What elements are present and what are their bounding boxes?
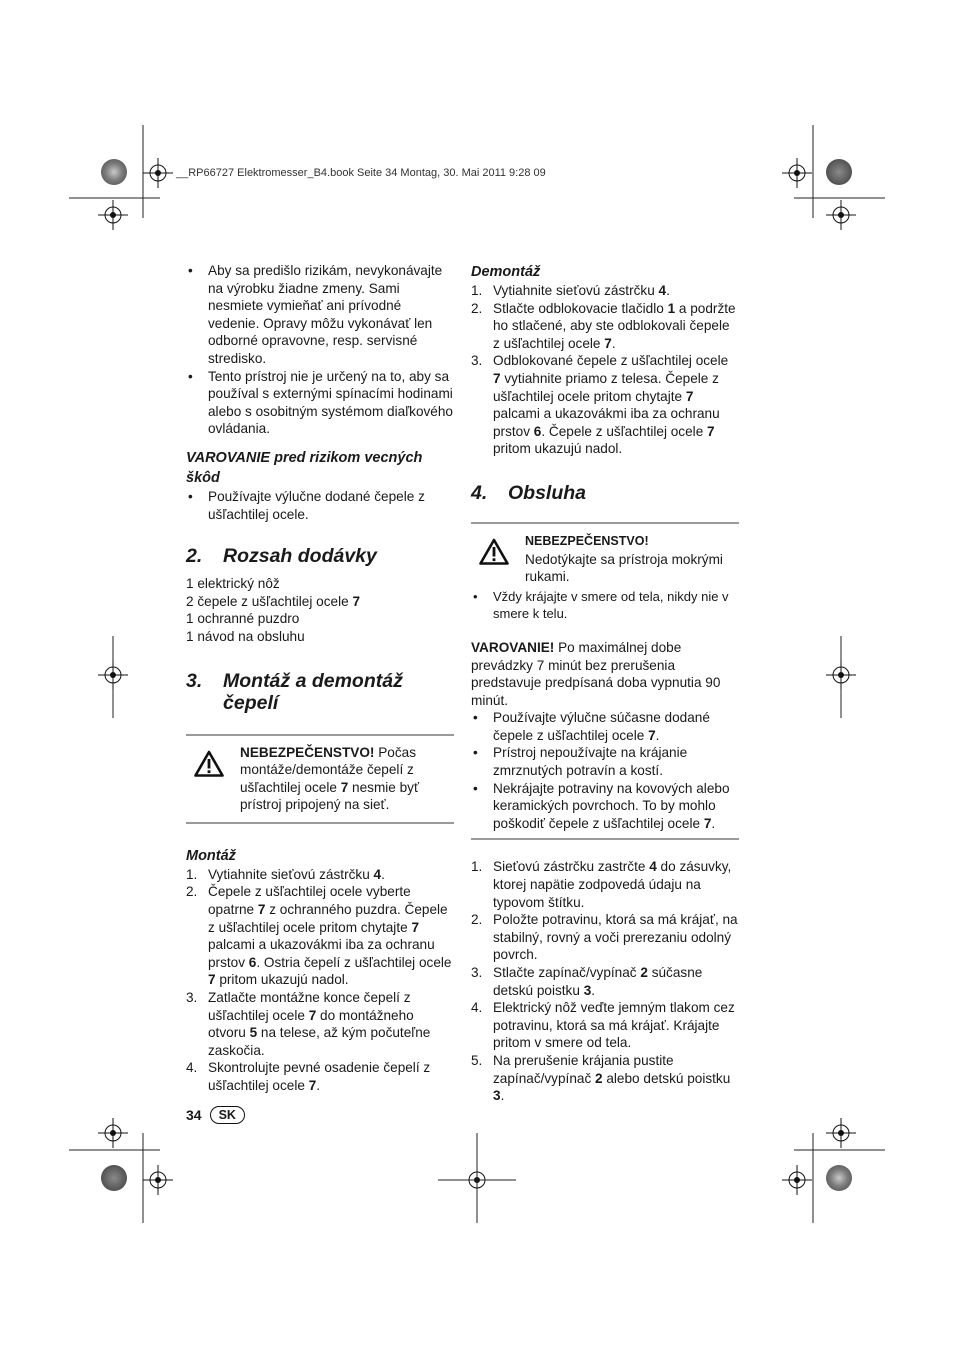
- section-title: Rozsah dodávky: [223, 545, 377, 568]
- list-item: 2. Čepele z ušľachtilej ocele vyberte opatrne 7 z ochranného puzdra. Čepele z ušľachtilej ocele pritom chytajte 7 palcami a ukazovákmi iba za ochranu prstov 6. Ostria čepelí z ušľachtilej ocele 7 pritom ukazujú nadol.: [186, 884, 452, 988]
- warning-text: VAROVANIE! Po maximálnej dobe prevádzky 7 minút bez prerušenia predstavuje predpísaná doba vypnutia 90 minút.: [471, 639, 721, 708]
- color-target-icon: [826, 159, 852, 185]
- list-item: 4. Skontrolujte pevné osadenie čepelí z ušľachtilej ocele 7.: [186, 1060, 431, 1093]
- danger-text: Nedotýkajte sa prístroja mokrými rukami.: [525, 551, 723, 585]
- section-number: 2.: [186, 545, 203, 568]
- list-item: 4. Elektrický nôž veďte jemným tlakom cez potravinu, ktorá sa má krájať. Krájajte pritom v smere od tela.: [471, 1000, 735, 1051]
- delivery-item: 1 elektrický nôž: [186, 576, 280, 592]
- color-target-icon: [101, 1165, 127, 1191]
- color-target-icon: [101, 159, 127, 185]
- list-item: • Používajte výlučne súčasne dodané čepele z ušľachtilej ocele 7.: [471, 709, 739, 744]
- danger-label: NEBEZPEČENSTVO!: [525, 533, 649, 548]
- list-item: • Aby sa predišlo rizikám, nevykonávajte na výrobku žiadne zmeny. Sami nesmiete vymieňať ani prívodné vedenie. Opravy môžu vykonávať len odborné opravovne, resp. servisné stredisko.: [186, 262, 454, 368]
- list-item: 3. Zatlačte montážne konce čepelí z ušľachtilej ocele 7 do montážneho otvoru 5 na telese, až kým počuteľne zaskočia.: [186, 990, 431, 1058]
- warning-heading: VAROVANIE pred rizikom vecných škôd: [186, 449, 423, 486]
- delivery-item: 1 návod na obsluhu: [186, 628, 305, 644]
- list-item: • Nekrájajte potraviny na kovových alebo keramických povrchoch. To by mohlo poškodiť čepele z ušľachtilej ocele 7.: [471, 780, 739, 833]
- list-item: 1. Sieťovú zástrčku zastrčte 4 do zásuvky, ktorej napätie zodpovedá údaju na typovom štítku.: [471, 859, 732, 910]
- print-header: __RP66727 Elektromesser_B4.book Seite 34 Montag, 30. Mai 2011 9:28 09: [176, 167, 546, 179]
- section-title: Obsluha: [508, 481, 587, 504]
- subheading-montaz: Montáž: [186, 847, 236, 864]
- color-target-icon: [826, 1165, 852, 1191]
- danger-text: NEBEZPEČENSTVO! Počas montáže/demontáže čepelí z ušľachtilej ocele 7 nesmie byť prístroj pripojený na sieť.: [240, 744, 420, 813]
- list-item: 1. Vytiahnite sieťovú zástrčku 4.: [186, 866, 385, 882]
- list-item: 3. Odblokované čepele z ušľachtilej ocele 7 vytiahnite priamo z telesa. Čepele z ušľachtilej ocele pritom chytajte 7 palcami a ukazovákmi iba za ochranu prstov 6. Čepele z ušľachtilej ocele 7 pritom ukazujú nadol.: [471, 353, 729, 457]
- section-title: Montáž a demontáž čepelí: [223, 669, 403, 714]
- list-item: 2. Stlačte odblokovacie tlačidlo 1 a podržte ho stlačené, aby ste odblokovali čepele z ušľachtilej ocele 7.: [471, 300, 736, 351]
- page-number: 34: [186, 1107, 202, 1123]
- list-item: • Vždy krájajte v smere od tela, nikdy nie v smere k telu.: [471, 588, 739, 623]
- list-item: • Prístroj nepoužívajte na krájanie zmrznutých potravín a kostí.: [471, 744, 739, 779]
- list-item: 5. Na prerušenie krájania pustite zapínač/vypínač 2 alebo detskú poistku 3.: [471, 1052, 731, 1104]
- list-item: 1. Vytiahnite sieťovú zástrčku 4.: [471, 283, 670, 298]
- list-item: 3. Stlačte zapínač/vypínač 2 súčasne detskú poistku 3.: [471, 965, 703, 998]
- delivery-item: 2 čepele z ušľachtilej ocele 7: [186, 593, 360, 609]
- section-number: 3.: [186, 669, 203, 692]
- delivery-item: 1 ochranné puzdro: [186, 611, 300, 627]
- subheading-demontaz: Demontáž: [471, 264, 541, 280]
- list-item: • Používajte výlučne dodané čepele z ušľachtilej ocele.: [186, 488, 454, 523]
- language-badge: SK: [210, 1106, 245, 1124]
- list-item: • Tento prístroj nie je určený na to, aby sa používal s externými spínacími hodinami alebo s osobitným systémom diaľkového ovládania.: [186, 368, 454, 438]
- section-number: 4.: [471, 481, 488, 504]
- list-item: 2. Položte potravinu, ktorá sa má krájať, na stabilný, rovný a voči prerezaniu odolný povrch.: [471, 912, 738, 963]
